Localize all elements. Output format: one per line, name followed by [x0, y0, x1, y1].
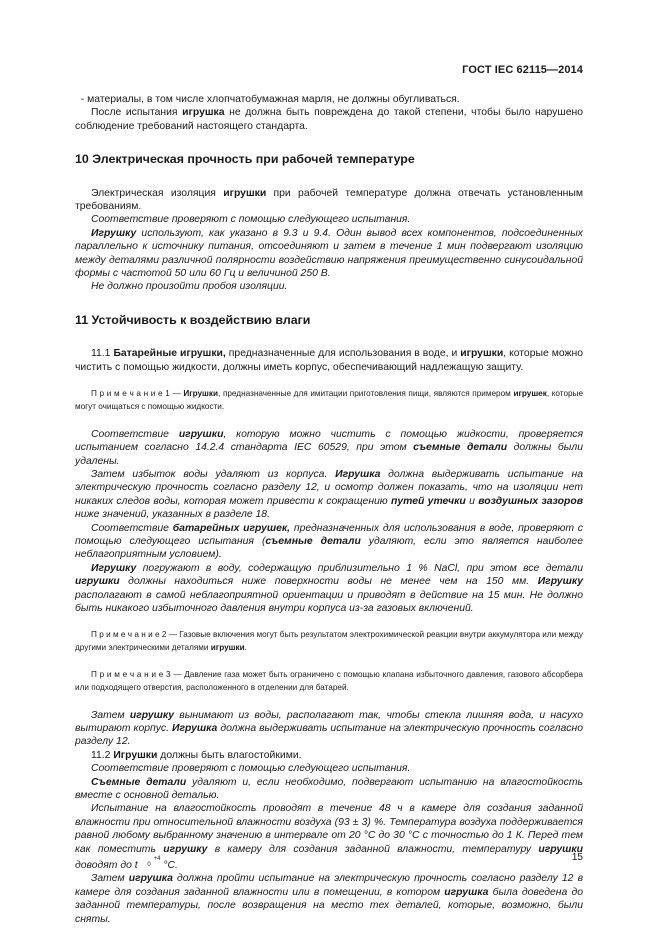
sec11-paragraph-11: Затем игрушка должна пройти испытание на электрическую прочность согласно разделу 12 в камере для создания заданной влажности или в помещении, в котором игрушка была доведена до заданной температуры, после возвращения на место тех деталей, которые, возможно, были сняты.	[75, 873, 583, 925]
sec11-paragraph-4: Соответствие батарейных игрушек, предназначенных для использования в воде, проверяют с помощью следующего испытания (съемные детали удаляют, если это является наиболее неблагоприятным условием).	[75, 522, 583, 561]
sec11-paragraph-2: Соответствие игрушки, которую можно чистить с помощью жидкости, проверяется испытанием согласно 14.2.4 стандарта IEC 60529, при этом съемные детали должны были удалены.	[75, 428, 583, 467]
sec11-paragraph-3: Затем избыток воды удаляют из корпуса. Игрушка должна выдерживать испытание на электрическую прочность согласно разделу 12, и осмотр должен показать, что на изоляции нет никаких следов воды, которая может привести к сокращению путей утечки и воздушных зазоров ниже значений, указанных в разделе 18.	[75, 468, 584, 521]
sec11-paragraph-6: Затем игрушку вынимают из воды, располагают так, чтобы стекла лишняя вода, и насухо вытирают корпус. Игрушка должна выдерживать испытание на электрическую прочность согласно разделу 12.	[75, 709, 584, 748]
paragraph-materials: - материалы, в том числе хлопчатобумажная марля, не должны обугливаться.	[80, 94, 460, 105]
section-10-title: 10 Электрическая прочность при рабочей температуре	[75, 152, 415, 167]
note-1: П р и м е ч а н и е 1 — Игрушки, предназначенные для имитации приготовления пищи, являются примером игрушек, которые могут очищаться с помощью жидкости.	[75, 389, 583, 411]
note-2: П р и м е ч а н и е 2 — Газовые включения могут быть результатом электрохимической реакции внутри аккумулятора или между другими электрическими деталями игрушки.	[75, 630, 583, 653]
note-3: П р и м е ч а н и е 3 — Давление газа может быть ограничено с помощью клапана избыточного давления, газового абсорбера или подходящего отверстия, расположенного в отделении для батарей.	[75, 669, 583, 692]
tolerance-superscript: +4 0	[147, 856, 161, 869]
paragraph-after-test: После испытания игрушка не должна быть повреждена до такой степени, чтобы было нарушено соблюдение требований настоящего стандарта.	[75, 107, 583, 132]
sec10-paragraph-3: Игрушку используют, как указано в 9.3 и 9.4. Один вывод всех компонентов, подсоединенных параллельно к источнику питания, отсоединяют и затем в течение 1 мин подвергают изоляцию между деталями различной полярности воздействию напряжения преимущественно синусоидальной формы с частотой 50 или 60 Гц и величиной 250 В.	[75, 227, 583, 280]
sec11-paragraph-5: Игрушку погружают в воду, содержащую приблизительно 1 % NaCl, при этом все детали игрушки должны находиться ниже поверхности воды не менее чем на 150 мм. Игрушку располагают в самой неблагоприятной ориентации и приводят в действие на 15 мин. Не должно быть никакого избыточного давления внутри корпуса из-за газовых включений.	[75, 562, 583, 614]
sec11-paragraph-9: Съемные детали удаляют и, если необходимо, подвергают испытанию на влагостойкость вместе с основной деталью.	[75, 776, 583, 801]
sec10-paragraph-2: Соответствие проверяют с помощью следующего испытания.	[91, 214, 411, 226]
standard-header: ГОСТ IEC 62115—2014	[462, 64, 583, 76]
sec10-paragraph-4: Не должно произойти пробоя изоляции.	[91, 281, 288, 293]
sec11-paragraph-10: Испытание на влагостойкость проводят в течение 48 ч в камере для создания заданной влажности при относительной влажности воздуха (93 ± 3) %. Температура воздуха поддерживается равной любому выбранному значению в интервале от 20 °С до 30 °С с точностью до 1 К. Перед тем как поместить игрушку в камеру для создания заданной влажности, температуру игрушки доводят до t+4 0 °С.	[75, 803, 583, 872]
sec10-paragraph-1: Электрическая изоляция игрушки при рабочей температуре должна отвечать установленным требованиям.	[75, 187, 584, 213]
page-number: 15	[571, 852, 583, 863]
page-content	[75, 93, 583, 926]
sec11-paragraph-7: 11.2 Игрушки должны быть влагостойкими.	[91, 749, 302, 761]
section-11-title: 11 Устойчивость к воздействию влаги	[75, 312, 311, 327]
sec11-paragraph-8: Соответствие проверяют с помощью следующего испытания.	[91, 763, 411, 775]
sec11-paragraph-1: 11.1 Батарейные игрушки, предназначенные для использования в воде, и игрушки, которые можно чистить с помощью жидкости, должны иметь корпус, обеспечивающий надлежащую защиту.	[75, 348, 583, 373]
